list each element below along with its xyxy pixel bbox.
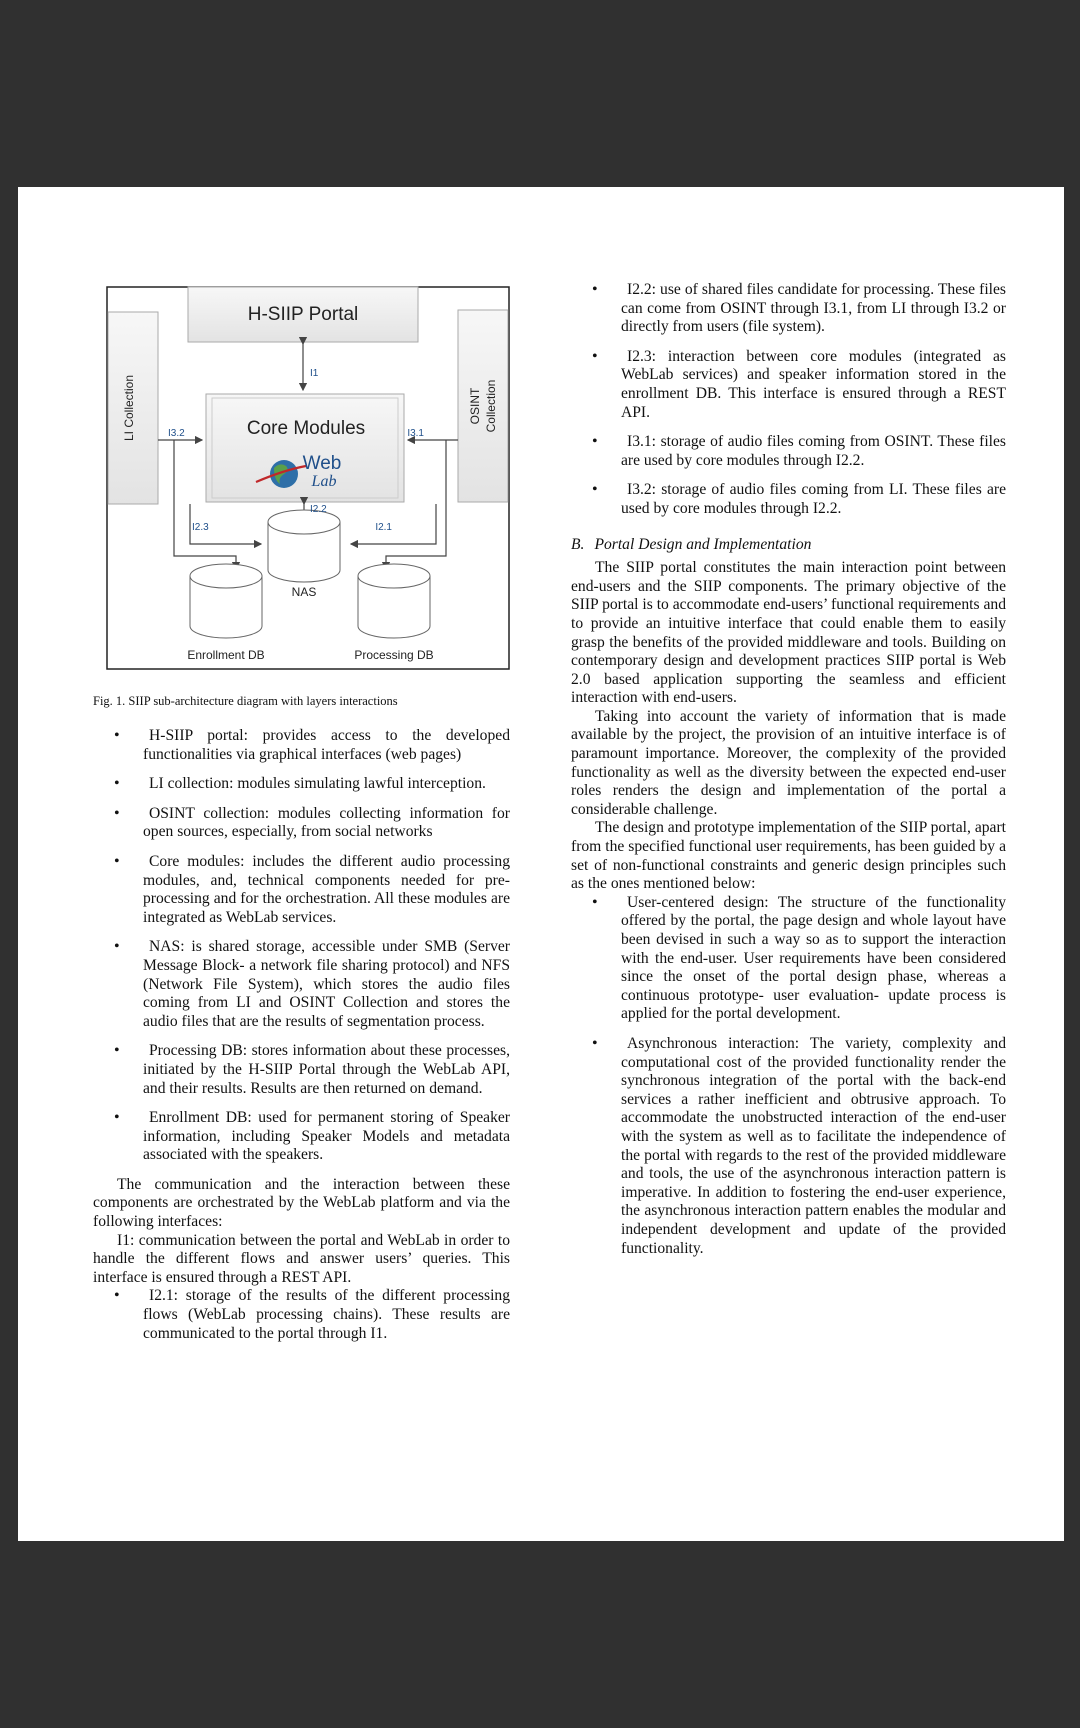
list-item: • OSINT collection: modules collecting information for open sources, especially, from social networks [93, 805, 510, 842]
osint-label-2: Collection [484, 379, 498, 433]
list-item: • I2.1: storage of the results of the different processing flows (WebLab processing chains). These results are communicated to the portal through I1. [93, 1287, 510, 1343]
li-collection-label: LI Collection [122, 374, 136, 442]
list-item: • LI collection: modules simulating lawful interception. [93, 775, 510, 794]
paragraph-i1: I1: communication between the portal and WebLab in order to handle the different flows and answer users’ queries. This interface is ensured through a REST API. [93, 1231, 510, 1286]
i2-2-label: I2.2 [310, 504, 327, 515]
list-item: • Core modules: includes the different audio processing modules, and, technical components needed for pre-processing and for the orchestration. All these modules are integrated as WebLab services. [93, 853, 510, 927]
list-item: • I2.2: use of shared files candidate for processing. These files can come from OSINT through I3.1, from LI through I3.2 or directly from users (file system). [571, 281, 1006, 337]
osint-label-1: OSINT [468, 387, 482, 425]
section-title: Portal Design and Implementation [594, 535, 812, 553]
logo-word-lab: Lab [311, 473, 337, 490]
architecture-figure [106, 286, 510, 670]
paragraph: The SIIP portal constitutes the main interaction point between end-users and the SIIP components. The primary objective of the SIIP portal is to accommodate end-users’ functional requirements and to provide an intuitive interface that could enable them to easily grasp the benefits of the provided middleware and tools. Building on contemporary design and development practices SIIP portal is Web 2.0 based application supporting the seamless and efficient interaction with end-users. [571, 559, 1006, 707]
list-item: • Asynchronous interaction: The variety, complexity and computational cost of the provided functionality render the synchronous integration of the portal with the back-end services a rather inefficient and obtrusive approach. To accommodate the unobstructed interaction of the end-user with the system as well as to facilitate the independence of the portal with regards to the rest of the provided middleware and tools, the use of the asynchronous interaction pattern is imperative. In addition to fostering the end-user experience, the asynchronous interaction pattern enables the modular and independent development and update of the provided functionality. [571, 1035, 1006, 1258]
i1-label: I1 [310, 368, 319, 379]
processing-db-cylinder [358, 564, 430, 638]
enrollment-db-label: Enrollment DB [187, 648, 265, 662]
paragraph: Taking into account the variety of information that is made available by the project, the provision of an intuitive interface is of paramount importance. Moreover, the complexity of the provided functionality as well as the diversity between the expected end-user roles renders the design and implementation of the portal a considerable challenge. [571, 707, 1006, 818]
core-box [206, 394, 404, 502]
enrollment-db-cylinder [190, 564, 262, 638]
list-item: • Processing DB: stores information about these processes, initiated by the H-SIIP Portal through the WebLab API, and their results. Results are then returned on demand. [93, 1042, 510, 1098]
logo-word-web: Web [302, 453, 342, 474]
i2-1-label: I2.1 [375, 522, 392, 533]
paragraph-communication: The communication and the interaction between these components are orchestrated by the WebLab platform and via the following interfaces: [93, 1175, 510, 1231]
paper-page [18, 187, 1064, 1541]
processing-db-label: Processing DB [354, 648, 434, 662]
section-heading [571, 536, 1006, 555]
paragraph: The design and prototype implementation of the SIIP portal, apart from the specified functional user requirements, has been guided by a set of non-functional constraints and generic design principles such as the ones mentioned below: [571, 819, 1006, 893]
i3-1-label: I3.1 [407, 428, 424, 439]
list-item: • I2.3: interaction between core modules (integrated as WebLab services) and speaker information stored in the enrollment DB. This interface is ensured through a REST API. [571, 348, 1006, 422]
list-item: • I3.1: storage of audio files coming from OSINT. These files are used by core modules through I2.2. [571, 433, 1006, 470]
list-item: • NAS: is shared storage, accessible under SMB (Server Message Block- a network file sharing protocol) and NFS (Network File System), which stores the audio files coming from LI and OSINT Collection and stores the audio files that are the results of segmentation process. [93, 938, 510, 1031]
nas-cylinder [268, 510, 340, 582]
list-item: • H-SIIP portal: provides access to the developed functionalities via graphical interfaces (web pages) [93, 727, 510, 764]
left-column [93, 727, 510, 1343]
list-item: • I3.2: storage of audio files coming from LI. These files are used by core modules through I2.2. [571, 481, 1006, 518]
i3-2-label: I3.2 [168, 428, 185, 439]
figure-caption: Fig. 1. SIIP sub-architecture diagram with layers interactions [93, 694, 398, 708]
list-item: • Enrollment DB: used for permanent storing of Speaker information, including Speaker Models and metadata associated with the speakers. [93, 1109, 510, 1165]
nas-label: NAS [291, 585, 317, 599]
i2-3-label: I2.3 [192, 522, 209, 533]
osint-box [458, 310, 508, 502]
list-item: • User-centered design: The structure of the functionality offered by the portal, the page design and whole layout have been devised in such a way so as to support the interaction with the end-user. User requirements have been considered since the onset of the portal design phase, whereas a continuous prototype- user evaluation- update process is applied for the portal development. [571, 894, 1006, 1024]
right-column [571, 281, 1006, 1258]
section-number: B. [571, 535, 585, 553]
architecture-diagram [106, 286, 510, 670]
portal-title: H-SIIP Portal [247, 304, 359, 325]
core-title: Core Modules [246, 418, 366, 439]
